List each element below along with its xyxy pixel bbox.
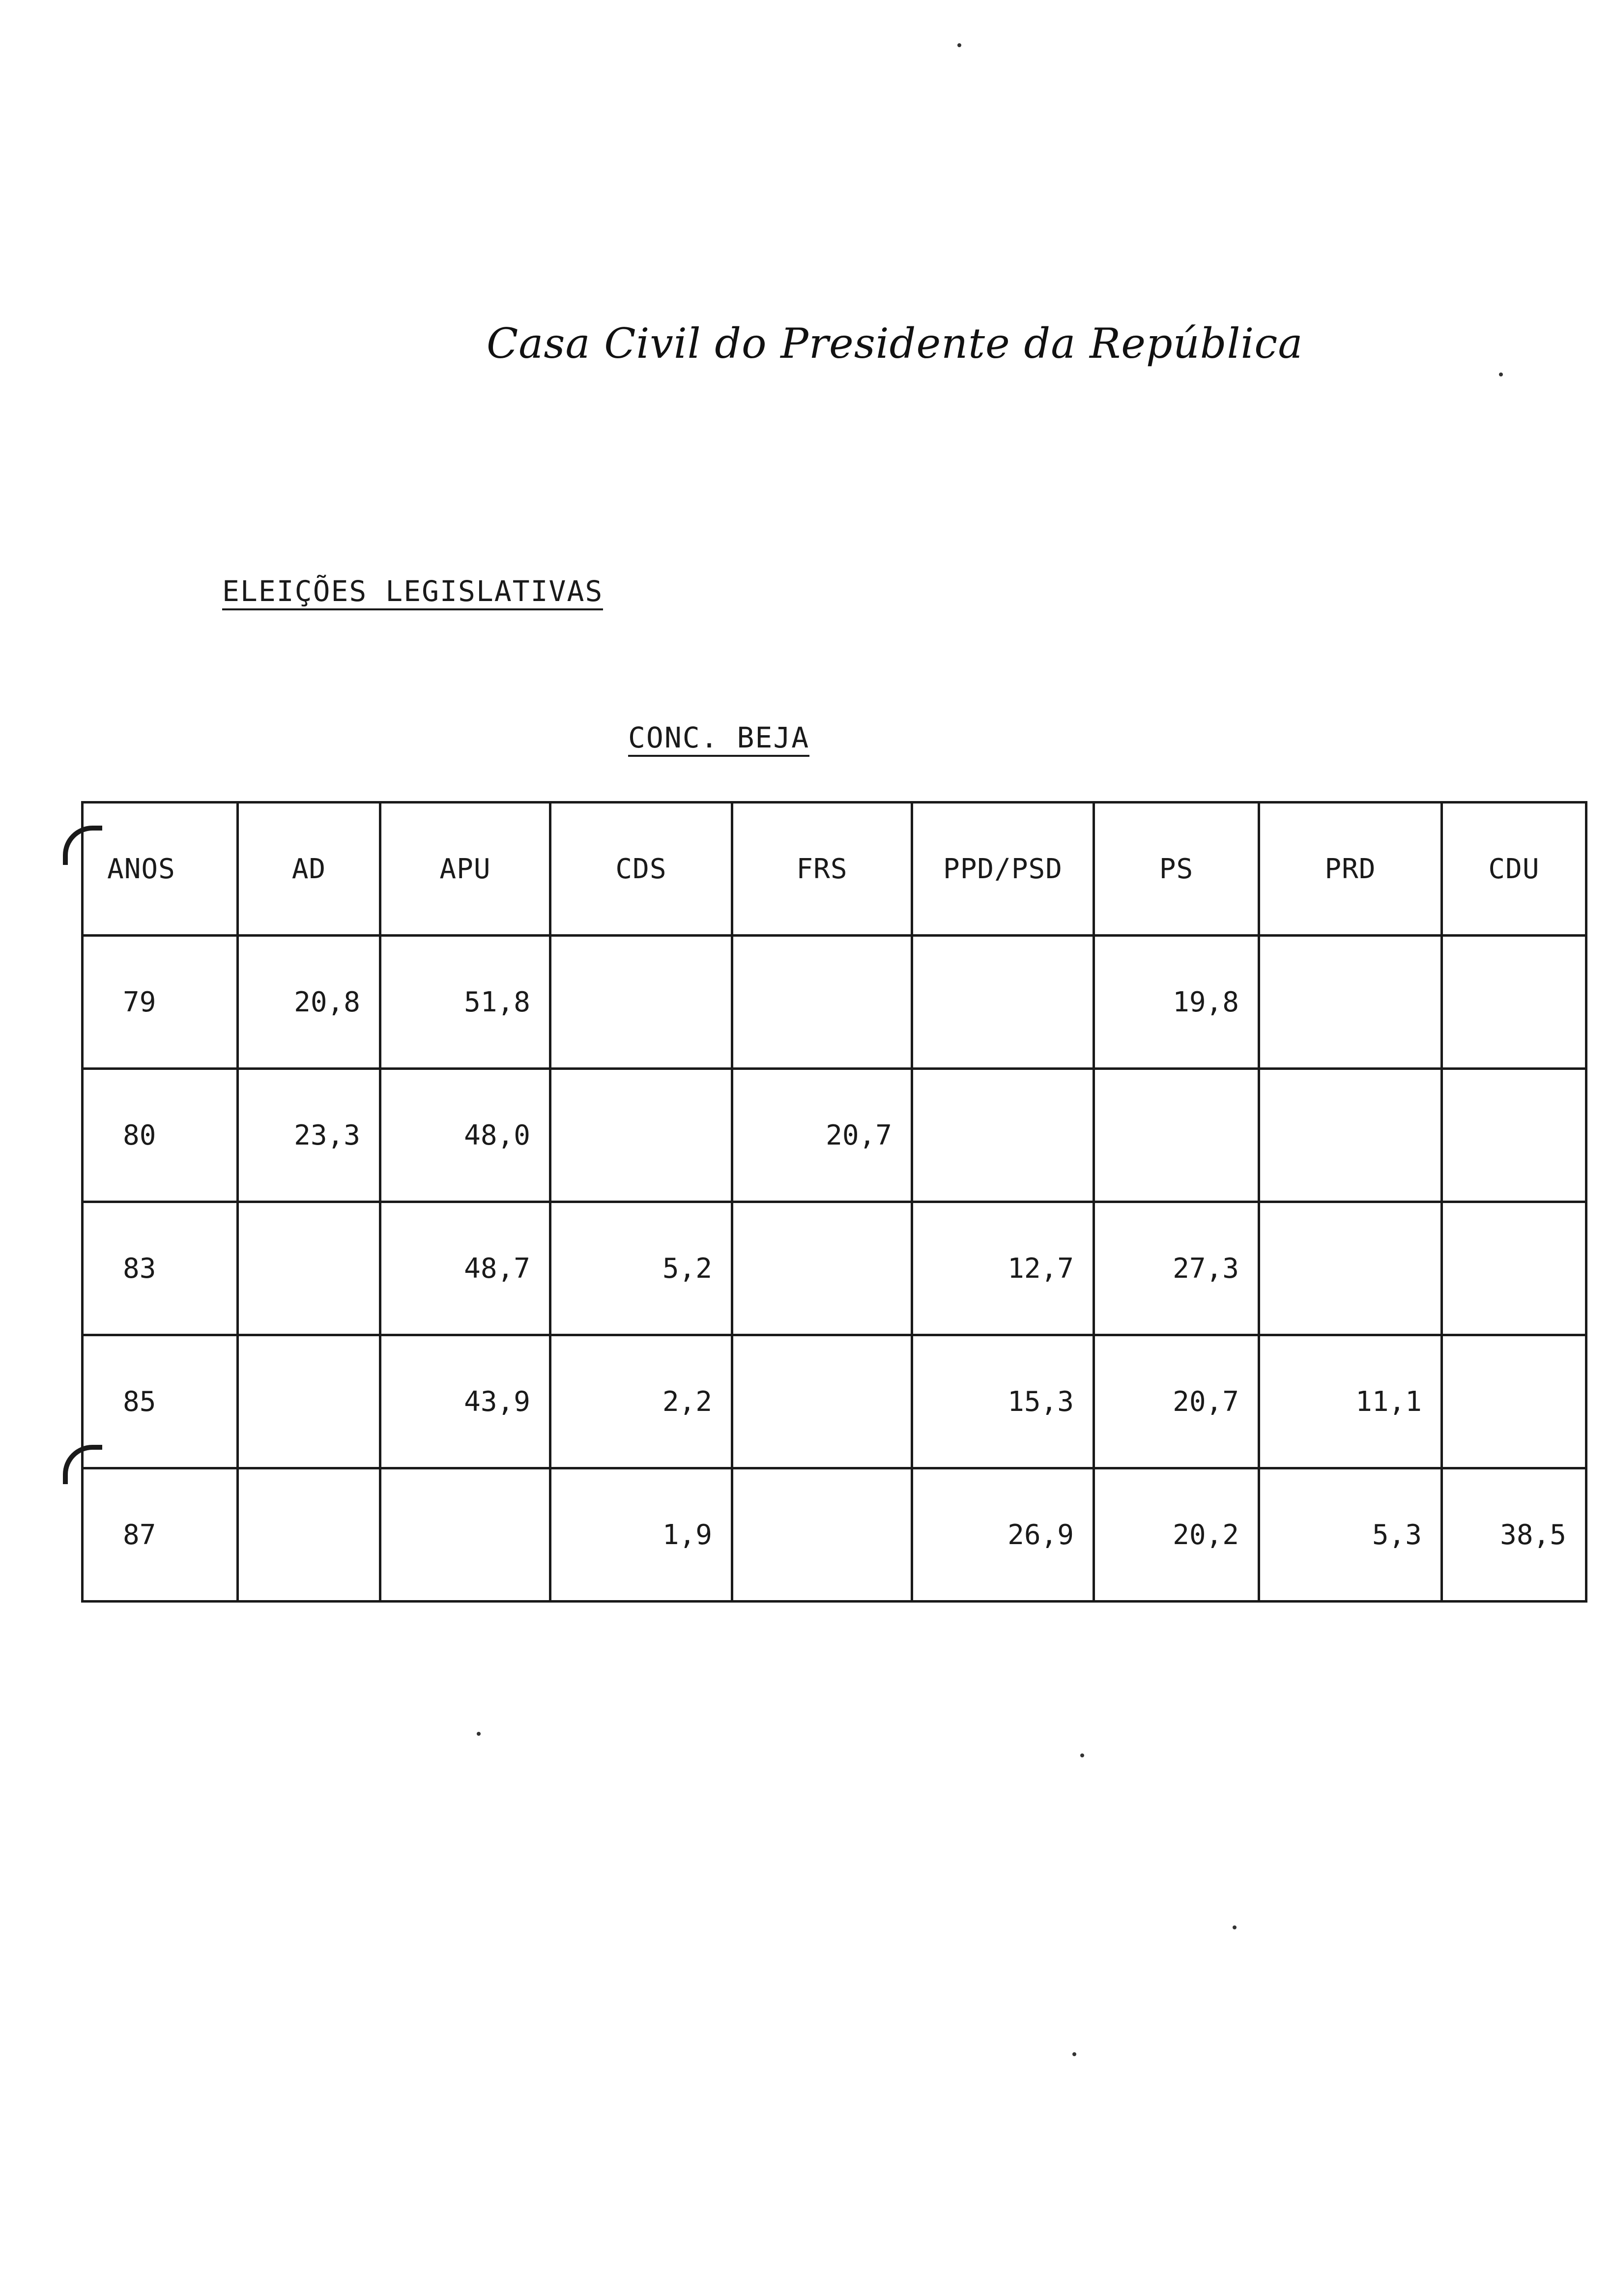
- table-row: [83, 936, 1586, 1069]
- value-cell: 20,7: [732, 1069, 912, 1202]
- header-anos: ANOS: [83, 803, 238, 936]
- value-cell: 51,8: [380, 936, 550, 1069]
- header-ppd-psd: PPD/PSD: [912, 803, 1094, 936]
- header-cdu: CDU: [1442, 803, 1586, 936]
- scan-speck: [957, 43, 961, 47]
- header-apu: APU: [380, 803, 550, 936]
- value-cell: 43,9: [380, 1335, 550, 1468]
- value-cell: 20,2: [1094, 1468, 1259, 1602]
- value-cell: [238, 1468, 380, 1602]
- value-cell: [1442, 1202, 1586, 1335]
- value-cell: 5,2: [550, 1202, 732, 1335]
- value-cell: 2,2: [550, 1335, 732, 1468]
- year-cell: 87: [83, 1468, 238, 1602]
- value-cell: 48,7: [380, 1202, 550, 1335]
- header-ps: PS: [1094, 803, 1259, 936]
- year-cell: 85: [83, 1335, 238, 1468]
- value-cell: [1442, 936, 1586, 1069]
- table-row: [83, 1468, 1586, 1602]
- value-cell: 27,3: [1094, 1202, 1259, 1335]
- letterhead: Casa Civil do Presidente da República: [487, 319, 1303, 368]
- scan-speck: [477, 1732, 481, 1736]
- document-title: ELEIÇÕES LEGISLATIVAS: [222, 574, 603, 610]
- year-cell: 79: [83, 936, 238, 1069]
- scan-speck: [1072, 2052, 1076, 2056]
- year-cell: 83: [83, 1202, 238, 1335]
- scan-speck: [1233, 1925, 1237, 1929]
- value-cell: 12,7: [912, 1202, 1094, 1335]
- value-cell: 20,8: [238, 936, 380, 1069]
- value-cell: 5,3: [1259, 1468, 1442, 1602]
- header-frs: FRS: [732, 803, 912, 936]
- scan-speck: [1080, 1753, 1084, 1757]
- value-cell: 19,8: [1094, 936, 1259, 1069]
- value-cell: [238, 1202, 380, 1335]
- header-prd: PRD: [1259, 803, 1442, 936]
- value-cell: [238, 1335, 380, 1468]
- value-cell: [732, 936, 912, 1069]
- value-cell: 38,5: [1442, 1468, 1586, 1602]
- value-cell: 15,3: [912, 1335, 1094, 1468]
- value-cell: 48,0: [380, 1069, 550, 1202]
- value-cell: 1,9: [550, 1468, 732, 1602]
- value-cell: [550, 1069, 732, 1202]
- value-cell: [912, 936, 1094, 1069]
- table-row: [83, 1335, 1586, 1468]
- value-cell: [1259, 1202, 1442, 1335]
- value-cell: 26,9: [912, 1468, 1094, 1602]
- scan-speck: [1499, 373, 1503, 376]
- value-cell: [1259, 1069, 1442, 1202]
- value-cell: [732, 1468, 912, 1602]
- table-row: [83, 1069, 1586, 1202]
- value-cell: 23,3: [238, 1069, 380, 1202]
- value-cell: [1442, 1069, 1586, 1202]
- district-subtitle: CONC. BEJA: [628, 720, 809, 757]
- value-cell: [380, 1468, 550, 1602]
- value-cell: [1442, 1335, 1586, 1468]
- election-results-table: [81, 801, 1587, 1603]
- table-row: [83, 1202, 1586, 1335]
- value-cell: [1259, 936, 1442, 1069]
- value-cell: 11,1: [1259, 1335, 1442, 1468]
- value-cell: [912, 1069, 1094, 1202]
- value-cell: [732, 1202, 912, 1335]
- header-cds: CDS: [550, 803, 732, 936]
- value-cell: [732, 1335, 912, 1468]
- year-cell: 80: [83, 1069, 238, 1202]
- table-header-row: [83, 803, 1586, 936]
- value-cell: [550, 936, 732, 1069]
- value-cell: 20,7: [1094, 1335, 1259, 1468]
- header-ad: AD: [238, 803, 380, 936]
- value-cell: [1094, 1069, 1259, 1202]
